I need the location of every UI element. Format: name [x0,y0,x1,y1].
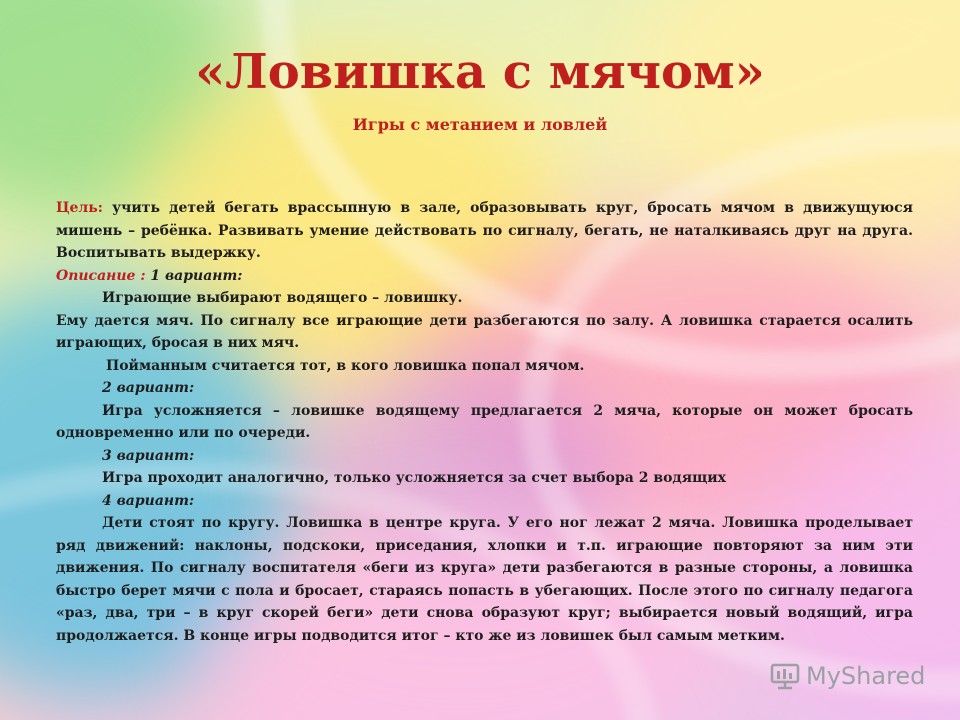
variant2-label: 2 вариант: [102,380,195,396]
variant3-text: Игра проходит аналогично, только усложняется за счет выбора 2 водящих [102,470,726,486]
variant4-text: Дети стоят по кругу. Ловишка в центре круга. У его ног лежат 2 мяча. Ловишка проделывает ряд движений: наклоны, подскоки, приседания, хлопки и т.п. играющие повторяют за ним эти движения. По сигналу воспитателя «беги из круга» дети разбегаются в разные стороны, а ловишка быстро берет мячи с пола и бросает, стараясь попасть в убегающих. После этого по сигналу педагога «раз, два, три – в круг скорей беги» дети снова образуют круг; выбирается новый водящий, игра продолжается. В конце игры подводится итог – кто же из ловишек был самым метким. [56,515,913,644]
game-description [56,197,913,647]
variant1-paragraph-2: Ему дается мяч. По сигналу все играющие дети разбегаются по залу. А ловишка старается осалить играющих, бросая в них мяч. [56,312,913,351]
variant3-label: 3 вариант: [102,447,195,464]
description-label: Описание : [56,267,146,284]
goal-text: учить детей бегать врассыпную в зале, образовывать круг, бросать мячом в движущуюся мишень – ребёнка. Развивать умение действовать по сигналу, бегать, не наталкиваясь друг на друга. Воспитывать выдержку. [56,200,914,261]
slide-title: «Ловишка с мячом» [195,44,765,100]
variant1-paragraph-1: Играющие выбирают водящего – ловишку. [102,290,463,306]
description-heading [56,265,913,288]
variant2-text: Игра усложняется – ловишке водящему предлагается 2 мяча, которые он может бросать одновременно или по очереди. [56,402,913,441]
goal-paragraph [56,197,913,265]
presentation-icon [770,662,800,690]
watermark-logo [770,660,925,692]
variant1-paragraph-3: Пойманным считается тот, в кого ловишка попал мячом. [106,357,585,374]
watermark-text: MyShared [806,662,926,690]
variant1-label: 1 вариант: [150,267,243,284]
slide-subtitle: Игры с метанием и ловлей [352,115,608,134]
goal-label: Цель: [56,200,103,216]
variant4-label: 4 вариант: [102,492,195,509]
